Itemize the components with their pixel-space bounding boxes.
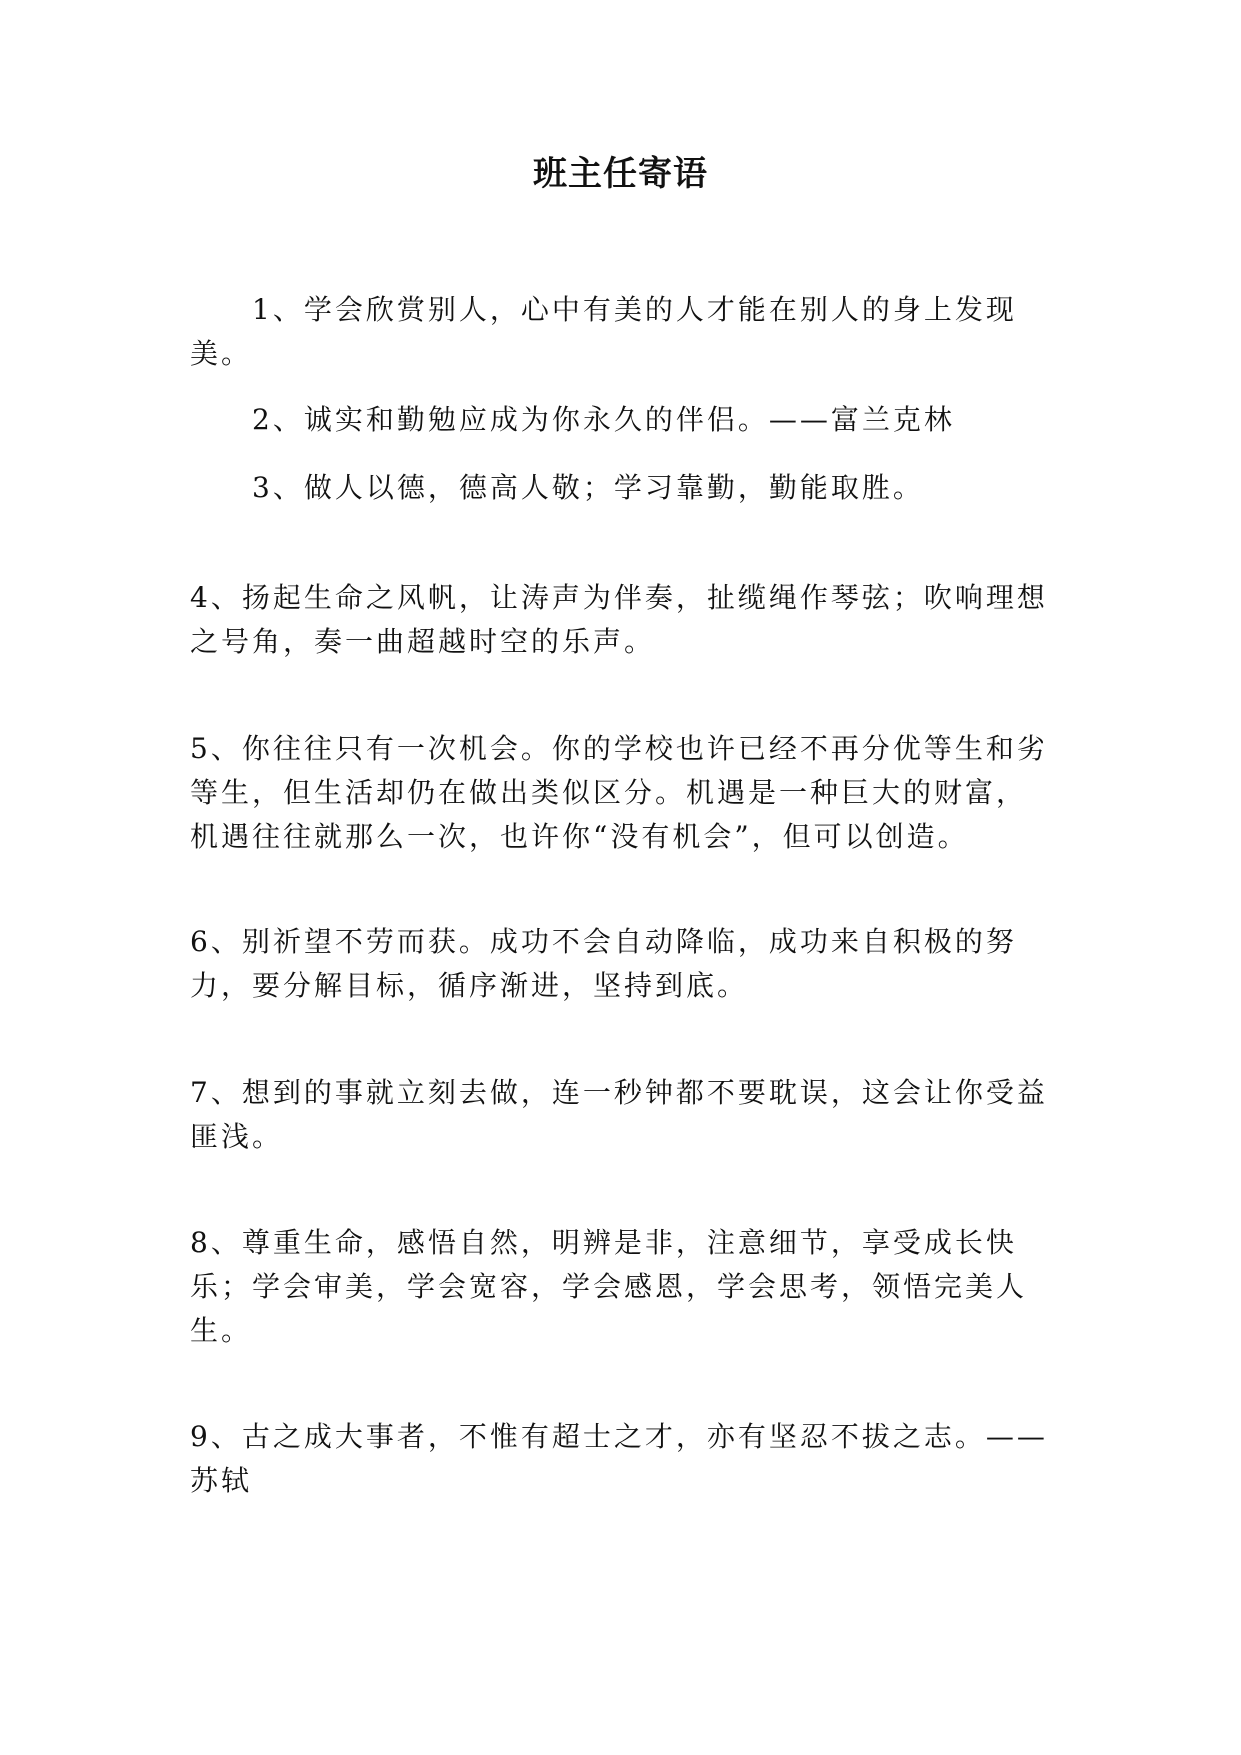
paragraph-4: 4、扬起生命之风帆，让涛声为伴奏，扯缆绳作琴弦；吹响理想之号角，奏一曲超越时空的乐声。 bbox=[190, 581, 1048, 658]
paragraph-9: 9、古之成大事者，不惟有超士之才，亦有坚忍不拔之志。——苏轼 bbox=[190, 1420, 1048, 1497]
paragraph-7: 7、想到的事就立刻去做，连一秒钟都不要耽误，这会让你受益匪浅。 bbox=[190, 1076, 1048, 1153]
paragraph-2: 2、诚实和勤勉应成为你永久的伴侣。——富兰克林 bbox=[252, 403, 955, 436]
paragraph-3: 3、做人以德，德高人敬；学习靠勤，勤能取胜。 bbox=[252, 471, 924, 504]
page-title: 班主任寄语 bbox=[533, 154, 708, 194]
paragraph-8: 8、尊重生命，感悟自然，明辨是非，注意细节，享受成长快乐；学会审美，学会宽容，学会感恩，学会思考，领悟完美人生。 bbox=[190, 1226, 1028, 1347]
paragraph-6: 6、别祈望不劳而获。成功不会自动降临，成功来自积极的努力，要分解目标，循序渐进，坚持到底。 bbox=[190, 925, 1017, 1002]
paragraph-5: 5、你往往只有一次机会。你的学校也许已经不再分优等生和劣等生，但生活却仍在做出类似区分。机遇是一种巨大的财富，机遇往往就那么一次，也许你“没有机会”，但可以创造。 bbox=[190, 732, 1048, 853]
paragraph-1: 1、学会欣赏别人，心中有美的人才能在别人的身上发现美。 bbox=[190, 293, 1017, 370]
